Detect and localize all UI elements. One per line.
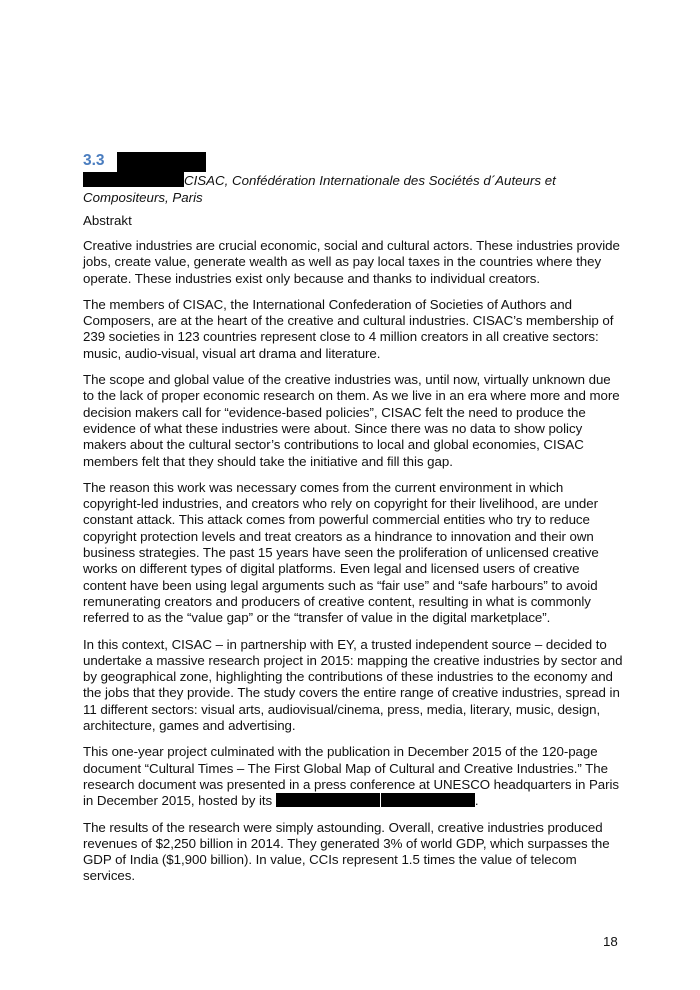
paragraph-6-text: This one-year project culminated with the publication in December 2015 of the 120-page document “Cultural Times – The First Global Map of Cultural and Creative Industries.” The research document was presented in a press conference at UNESCO headquarters in Paris in December 2015, hosted by its [83, 744, 620, 809]
redacted-author-block [83, 172, 184, 187]
redacted-title-block [117, 152, 206, 172]
paragraph-3: The scope and global value of the creative industries was, until now, virtually unknown due to the lack of proper economic research on them. As we live in an era where more and more decision makers call for “evidence-based policies”, CISAC felt the need to produce the evidence of what these industries were about. Since there was no data to show policy makers about the cultural sector’s contributions to local and global economies, CISAC members felt that they should take the initiative and fill this gap. [83, 372, 620, 469]
abstract-label: Abstrakt [83, 213, 132, 228]
page-number: 18 [603, 934, 618, 949]
paragraph-4: The reason this work was necessary comes from the current environment in which copyright-led industries, and creators who rely on copyright for their livelihood, are under constant attack. This attack comes from powerful commercial entities who try to reduce copyright protection levels and treat creators as a hindrance to innovation and their own business strategies. The past 15 years have seen the proliferation of unlicensed creative works on different types of digital platforms. Even legal and licensed users of creative content have been using legal arguments such as “fair use” and “safe harbours” to avoid remunerating creators and producers of creative content, resulting in what is commonly referred to as the “value gap” or the “transfer of value in the digital marketplace”. [83, 479, 599, 626]
paragraph-5: In this context, CISAC – in partnership with EY, a trusted independent source – decided to undertake a massive research project in 2015: mapping the creative industries by sector and by geographical zone, highlighting the contributions of these industries to the economy and the jobs that they provide. The study covers the entire range of creative industries, spread in 11 different sectors: visual arts, audiovisual/cinema, press, media, literary, music, design, architecture, games and advertising. [83, 636, 623, 734]
affiliation-text: CISAC, Confédération Internationale des Sociétés d´Auteurs et Compositeurs, Paris [83, 173, 556, 205]
paragraph-2: The members of CISAC, the International Confederation of Societies of Authors and Composers, are at the heart of the creative and cultural industries. CISAC’s membership of 239 societies in 123 countries represent close to 4 million creators in all creative sectors: music, audio-visual, visual art drama and literature. [83, 296, 614, 361]
paragraph-6-end: . [474, 793, 479, 809]
paragraph-1: Creative industries are crucial economic, social and cultural actors. These industries provide jobs, create value, generate wealth as well as pay local taxes in the countries where they operate. These industries exist only because and thanks to individual creators. [83, 238, 620, 286]
author-affiliation [83, 172, 623, 206]
paragraph-7: The results of the research were simply astounding. Overall, creative industries produced revenues of $2,250 billion in 2014. They generated 3% of world GDP, which surpasses the GDP of India ($1,900 billion). In value, CCIs represent 1.5 times the value of telecom services. [83, 819, 610, 884]
section-number: 3.3 [83, 152, 105, 169]
paragraph-6 [83, 744, 623, 809]
abstract-body [83, 238, 623, 895]
redacted-host-block-2 [381, 793, 475, 807]
redacted-host-block-1 [276, 793, 380, 807]
